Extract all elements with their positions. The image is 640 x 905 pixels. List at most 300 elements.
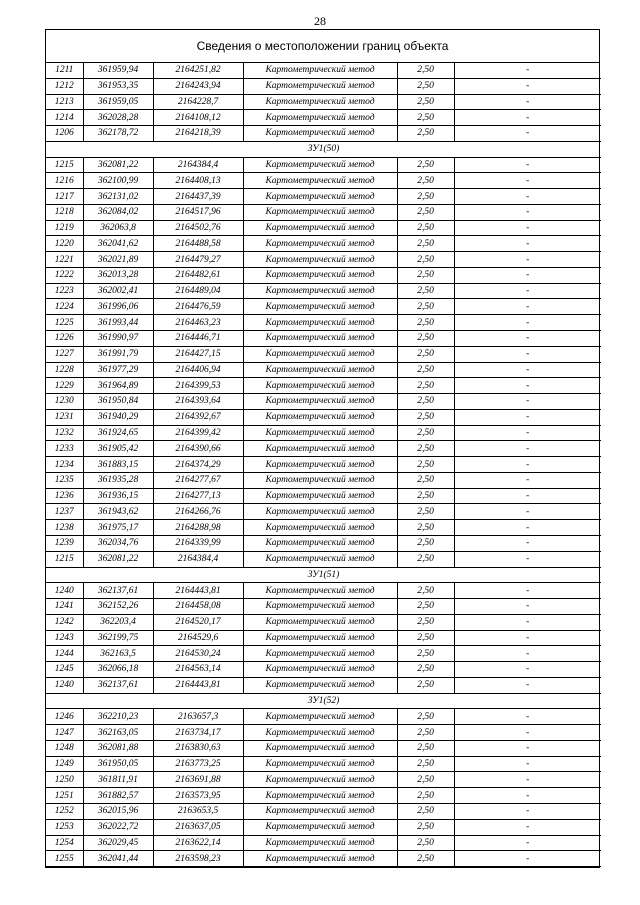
x-coordinate-cell: 362152,26 xyxy=(83,599,153,615)
method-cell: Картометрический метод xyxy=(243,204,397,220)
point-number-cell: 1230 xyxy=(46,394,83,410)
accuracy-cell: 2,50 xyxy=(397,788,454,804)
y-coordinate-cell: 2164277,67 xyxy=(153,472,243,488)
accuracy-cell: 2,50 xyxy=(397,646,454,662)
x-coordinate-cell: 362137,61 xyxy=(83,677,153,693)
table-row xyxy=(46,173,601,189)
y-coordinate-cell: 2164399,53 xyxy=(153,378,243,394)
y-coordinate-cell: 2164228,7 xyxy=(153,94,243,110)
x-coordinate-cell: 361950,05 xyxy=(83,756,153,772)
point-number-cell: 1243 xyxy=(46,630,83,646)
x-coordinate-cell: 362084,02 xyxy=(83,204,153,220)
y-coordinate-cell: 2164488,58 xyxy=(153,236,243,252)
point-number-cell: 1212 xyxy=(46,78,83,94)
table-row xyxy=(46,725,601,741)
y-coordinate-cell: 2164427,15 xyxy=(153,346,243,362)
table-row xyxy=(46,378,601,394)
section-label: ЗУ1(50) xyxy=(46,141,601,157)
y-coordinate-cell: 2163573,95 xyxy=(153,788,243,804)
table-row xyxy=(46,441,601,457)
table-row xyxy=(46,331,601,347)
method-cell: Картометрический метод xyxy=(243,551,397,567)
accuracy-cell: 2,50 xyxy=(397,772,454,788)
point-number-cell: 1215 xyxy=(46,551,83,567)
x-coordinate-cell: 362081,88 xyxy=(83,740,153,756)
table-row xyxy=(46,157,601,173)
description-cell: - xyxy=(454,425,601,441)
section-label: ЗУ1(51) xyxy=(46,567,601,583)
accuracy-cell: 2,50 xyxy=(397,346,454,362)
x-coordinate-cell: 362081,22 xyxy=(83,551,153,567)
y-coordinate-cell: 2163691,88 xyxy=(153,772,243,788)
point-number-cell: 1250 xyxy=(46,772,83,788)
accuracy-cell: 2,50 xyxy=(397,599,454,615)
accuracy-cell: 2,50 xyxy=(397,189,454,205)
method-cell: Картометрический метод xyxy=(243,394,397,410)
y-coordinate-cell: 2164251,82 xyxy=(153,63,243,78)
table-row xyxy=(46,189,601,205)
table-row xyxy=(46,551,601,567)
description-cell: - xyxy=(454,662,601,678)
table-row xyxy=(46,535,601,551)
description-cell: - xyxy=(454,583,601,599)
method-cell: Картометрический метод xyxy=(243,677,397,693)
point-number-cell: 1242 xyxy=(46,614,83,630)
y-coordinate-cell: 2164563,14 xyxy=(153,662,243,678)
y-coordinate-cell: 2164458,08 xyxy=(153,599,243,615)
x-coordinate-cell: 362100,99 xyxy=(83,173,153,189)
accuracy-cell: 2,50 xyxy=(397,851,454,867)
x-coordinate-cell: 362163,05 xyxy=(83,725,153,741)
description-cell: - xyxy=(454,520,601,536)
table-row xyxy=(46,236,601,252)
x-coordinate-cell: 361959,05 xyxy=(83,94,153,110)
description-cell: - xyxy=(454,204,601,220)
description-cell: - xyxy=(454,535,601,551)
description-cell: - xyxy=(454,189,601,205)
method-cell: Картометрический метод xyxy=(243,535,397,551)
table-row xyxy=(46,315,601,331)
point-number-cell: 1241 xyxy=(46,599,83,615)
method-cell: Картометрический метод xyxy=(243,236,397,252)
point-number-cell: 1253 xyxy=(46,819,83,835)
x-coordinate-cell: 362034,76 xyxy=(83,535,153,551)
method-cell: Картометрический метод xyxy=(243,157,397,173)
accuracy-cell: 2,50 xyxy=(397,267,454,283)
point-number-cell: 1206 xyxy=(46,126,83,142)
method-cell: Картометрический метод xyxy=(243,457,397,473)
accuracy-cell: 2,50 xyxy=(397,252,454,268)
y-coordinate-cell: 2164482,61 xyxy=(153,267,243,283)
description-cell: - xyxy=(454,709,601,725)
accuracy-cell: 2,50 xyxy=(397,409,454,425)
accuracy-cell: 2,50 xyxy=(397,488,454,504)
y-coordinate-cell: 2164463,23 xyxy=(153,315,243,331)
x-coordinate-cell: 362015,96 xyxy=(83,803,153,819)
table-row xyxy=(46,78,601,94)
method-cell: Картометрический метод xyxy=(243,504,397,520)
table-row xyxy=(46,788,601,804)
x-coordinate-cell: 362041,44 xyxy=(83,851,153,867)
table-row xyxy=(46,488,601,504)
description-cell: - xyxy=(454,677,601,693)
x-coordinate-cell: 361996,06 xyxy=(83,299,153,315)
description-cell: - xyxy=(454,488,601,504)
table-row xyxy=(46,283,601,299)
method-cell: Картометрический метод xyxy=(243,599,397,615)
description-cell: - xyxy=(454,630,601,646)
y-coordinate-cell: 2164392,67 xyxy=(153,409,243,425)
table-row xyxy=(46,63,601,78)
y-coordinate-cell: 2164384,4 xyxy=(153,551,243,567)
y-coordinate-cell: 2164530,24 xyxy=(153,646,243,662)
point-number-cell: 1226 xyxy=(46,331,83,347)
method-cell: Картометрический метод xyxy=(243,252,397,268)
description-cell: - xyxy=(454,851,601,867)
table-row xyxy=(46,772,601,788)
point-number-cell: 1232 xyxy=(46,425,83,441)
description-cell: - xyxy=(454,173,601,189)
point-number-cell: 1255 xyxy=(46,851,83,867)
point-number-cell: 1223 xyxy=(46,283,83,299)
method-cell: Картометрический метод xyxy=(243,299,397,315)
table-row xyxy=(46,803,601,819)
point-number-cell: 1214 xyxy=(46,110,83,126)
accuracy-cell: 2,50 xyxy=(397,157,454,173)
y-coordinate-cell: 2164489,04 xyxy=(153,283,243,299)
accuracy-cell: 2,50 xyxy=(397,756,454,772)
point-number-cell: 1225 xyxy=(46,315,83,331)
table-row xyxy=(46,630,601,646)
description-cell: - xyxy=(454,394,601,410)
method-cell: Картометрический метод xyxy=(243,614,397,630)
description-cell: - xyxy=(454,803,601,819)
table-row xyxy=(46,457,601,473)
description-cell: - xyxy=(454,346,601,362)
method-cell: Картометрический метод xyxy=(243,94,397,110)
x-coordinate-cell: 362022,72 xyxy=(83,819,153,835)
point-number-cell: 1246 xyxy=(46,709,83,725)
accuracy-cell: 2,50 xyxy=(397,819,454,835)
x-coordinate-cell: 362063,8 xyxy=(83,220,153,236)
method-cell: Картометрический метод xyxy=(243,173,397,189)
x-coordinate-cell: 362081,22 xyxy=(83,157,153,173)
x-coordinate-cell: 361964,89 xyxy=(83,378,153,394)
accuracy-cell: 2,50 xyxy=(397,126,454,142)
point-number-cell: 1231 xyxy=(46,409,83,425)
x-coordinate-cell: 362041,62 xyxy=(83,236,153,252)
y-coordinate-cell: 2164288,98 xyxy=(153,520,243,536)
method-cell: Картометрический метод xyxy=(243,126,397,142)
point-number-cell: 1229 xyxy=(46,378,83,394)
point-number-cell: 1249 xyxy=(46,756,83,772)
point-number-cell: 1217 xyxy=(46,189,83,205)
accuracy-cell: 2,50 xyxy=(397,63,454,78)
point-number-cell: 1252 xyxy=(46,803,83,819)
y-coordinate-cell: 2164399,42 xyxy=(153,425,243,441)
accuracy-cell: 2,50 xyxy=(397,535,454,551)
y-coordinate-cell: 2164374,29 xyxy=(153,457,243,473)
method-cell: Картометрический метод xyxy=(243,220,397,236)
description-cell: - xyxy=(454,551,601,567)
point-number-cell: 1215 xyxy=(46,157,83,173)
description-cell: - xyxy=(454,283,601,299)
method-cell: Картометрический метод xyxy=(243,709,397,725)
table-row xyxy=(46,394,601,410)
y-coordinate-cell: 2164108,12 xyxy=(153,110,243,126)
table-row xyxy=(46,835,601,851)
y-coordinate-cell: 2164443,81 xyxy=(153,583,243,599)
y-coordinate-cell: 2164384,4 xyxy=(153,157,243,173)
point-number-cell: 1221 xyxy=(46,252,83,268)
y-coordinate-cell: 2164446,71 xyxy=(153,331,243,347)
x-coordinate-cell: 362002,41 xyxy=(83,283,153,299)
accuracy-cell: 2,50 xyxy=(397,677,454,693)
x-coordinate-cell: 361936,15 xyxy=(83,488,153,504)
y-coordinate-cell: 2163830,63 xyxy=(153,740,243,756)
y-coordinate-cell: 2164517,96 xyxy=(153,204,243,220)
table-row xyxy=(46,520,601,536)
y-coordinate-cell: 2163653,5 xyxy=(153,803,243,819)
method-cell: Картометрический метод xyxy=(243,441,397,457)
accuracy-cell: 2,50 xyxy=(397,78,454,94)
method-cell: Картометрический метод xyxy=(243,110,397,126)
description-cell: - xyxy=(454,835,601,851)
accuracy-cell: 2,50 xyxy=(397,94,454,110)
table-row xyxy=(46,583,601,599)
section-header-row xyxy=(46,141,601,157)
table-row xyxy=(46,819,601,835)
method-cell: Картометрический метод xyxy=(243,772,397,788)
method-cell: Картометрический метод xyxy=(243,756,397,772)
table-row xyxy=(46,346,601,362)
y-coordinate-cell: 2164266,76 xyxy=(153,504,243,520)
point-number-cell: 1240 xyxy=(46,583,83,599)
method-cell: Картометрический метод xyxy=(243,835,397,851)
x-coordinate-cell: 362178,72 xyxy=(83,126,153,142)
accuracy-cell: 2,50 xyxy=(397,457,454,473)
accuracy-cell: 2,50 xyxy=(397,173,454,189)
y-coordinate-cell: 2163637,05 xyxy=(153,819,243,835)
method-cell: Картометрический метод xyxy=(243,331,397,347)
point-number-cell: 1251 xyxy=(46,788,83,804)
table-row xyxy=(46,110,601,126)
point-number-cell: 1222 xyxy=(46,267,83,283)
method-cell: Картометрический метод xyxy=(243,662,397,678)
method-cell: Картометрический метод xyxy=(243,362,397,378)
accuracy-cell: 2,50 xyxy=(397,551,454,567)
method-cell: Картометрический метод xyxy=(243,315,397,331)
accuracy-cell: 2,50 xyxy=(397,299,454,315)
accuracy-cell: 2,50 xyxy=(397,472,454,488)
y-coordinate-cell: 2164339,99 xyxy=(153,535,243,551)
table-row xyxy=(46,252,601,268)
y-coordinate-cell: 2164277,13 xyxy=(153,488,243,504)
table-row xyxy=(46,472,601,488)
x-coordinate-cell: 362028,28 xyxy=(83,110,153,126)
description-cell: - xyxy=(454,614,601,630)
method-cell: Картометрический метод xyxy=(243,78,397,94)
x-coordinate-cell: 361905,42 xyxy=(83,441,153,457)
method-cell: Картометрический метод xyxy=(243,378,397,394)
coordinates-table-body xyxy=(46,63,601,867)
y-coordinate-cell: 2163598,23 xyxy=(153,851,243,867)
point-number-cell: 1254 xyxy=(46,835,83,851)
table-row xyxy=(46,267,601,283)
y-coordinate-cell: 2164520,17 xyxy=(153,614,243,630)
table-row xyxy=(46,646,601,662)
point-number-cell: 1248 xyxy=(46,740,83,756)
point-number-cell: 1233 xyxy=(46,441,83,457)
y-coordinate-cell: 2164502,76 xyxy=(153,220,243,236)
accuracy-cell: 2,50 xyxy=(397,315,454,331)
method-cell: Картометрический метод xyxy=(243,583,397,599)
x-coordinate-cell: 361811,91 xyxy=(83,772,153,788)
point-number-cell: 1213 xyxy=(46,94,83,110)
y-coordinate-cell: 2163622,14 xyxy=(153,835,243,851)
x-coordinate-cell: 362013,28 xyxy=(83,267,153,283)
x-coordinate-cell: 361991,79 xyxy=(83,346,153,362)
point-number-cell: 1227 xyxy=(46,346,83,362)
method-cell: Картометрический метод xyxy=(243,851,397,867)
accuracy-cell: 2,50 xyxy=(397,331,454,347)
point-number-cell: 1240 xyxy=(46,677,83,693)
method-cell: Картометрический метод xyxy=(243,630,397,646)
description-cell: - xyxy=(454,252,601,268)
x-coordinate-cell: 361935,28 xyxy=(83,472,153,488)
table-row xyxy=(46,756,601,772)
description-cell: - xyxy=(454,819,601,835)
accuracy-cell: 2,50 xyxy=(397,725,454,741)
x-coordinate-cell: 362021,89 xyxy=(83,252,153,268)
sheet-title: Сведения о местоположении границ объекта xyxy=(46,30,599,63)
x-coordinate-cell: 362137,61 xyxy=(83,583,153,599)
accuracy-cell: 2,50 xyxy=(397,740,454,756)
description-cell: - xyxy=(454,646,601,662)
point-number-cell: 1245 xyxy=(46,662,83,678)
method-cell: Картометрический метод xyxy=(243,646,397,662)
point-number-cell: 1218 xyxy=(46,204,83,220)
y-coordinate-cell: 2164243,94 xyxy=(153,78,243,94)
method-cell: Картометрический метод xyxy=(243,788,397,804)
description-cell: - xyxy=(454,788,601,804)
section-header-row xyxy=(46,567,601,583)
y-coordinate-cell: 2164390,66 xyxy=(153,441,243,457)
point-number-cell: 1228 xyxy=(46,362,83,378)
y-coordinate-cell: 2164529,6 xyxy=(153,630,243,646)
description-cell: - xyxy=(454,94,601,110)
x-coordinate-cell: 361882,57 xyxy=(83,788,153,804)
description-cell: - xyxy=(454,472,601,488)
y-coordinate-cell: 2164476,59 xyxy=(153,299,243,315)
description-cell: - xyxy=(454,457,601,473)
table-row xyxy=(46,851,601,867)
x-coordinate-cell: 361943,62 xyxy=(83,504,153,520)
table-row xyxy=(46,409,601,425)
table-row xyxy=(46,94,601,110)
description-cell: - xyxy=(454,110,601,126)
accuracy-cell: 2,50 xyxy=(397,204,454,220)
description-cell: - xyxy=(454,409,601,425)
description-cell: - xyxy=(454,599,601,615)
x-coordinate-cell: 361950,84 xyxy=(83,394,153,410)
point-number-cell: 1220 xyxy=(46,236,83,252)
accuracy-cell: 2,50 xyxy=(397,378,454,394)
accuracy-cell: 2,50 xyxy=(397,709,454,725)
table-row xyxy=(46,614,601,630)
description-cell: - xyxy=(454,63,601,78)
description-cell: - xyxy=(454,725,601,741)
accuracy-cell: 2,50 xyxy=(397,283,454,299)
x-coordinate-cell: 361940,29 xyxy=(83,409,153,425)
section-header-row xyxy=(46,693,601,709)
x-coordinate-cell: 362066,18 xyxy=(83,662,153,678)
x-coordinate-cell: 361993,44 xyxy=(83,315,153,331)
point-number-cell: 1219 xyxy=(46,220,83,236)
method-cell: Картометрический метод xyxy=(243,63,397,78)
table-row xyxy=(46,362,601,378)
accuracy-cell: 2,50 xyxy=(397,504,454,520)
y-coordinate-cell: 2164408,13 xyxy=(153,173,243,189)
method-cell: Картометрический метод xyxy=(243,346,397,362)
section-label: ЗУ1(52) xyxy=(46,693,601,709)
accuracy-cell: 2,50 xyxy=(397,614,454,630)
x-coordinate-cell: 362131,02 xyxy=(83,189,153,205)
accuracy-cell: 2,50 xyxy=(397,236,454,252)
accuracy-cell: 2,50 xyxy=(397,441,454,457)
method-cell: Картометрический метод xyxy=(243,520,397,536)
description-cell: - xyxy=(454,504,601,520)
point-number-cell: 1235 xyxy=(46,472,83,488)
accuracy-cell: 2,50 xyxy=(397,803,454,819)
accuracy-cell: 2,50 xyxy=(397,425,454,441)
table-row xyxy=(46,662,601,678)
accuracy-cell: 2,50 xyxy=(397,520,454,536)
accuracy-cell: 2,50 xyxy=(397,583,454,599)
table-row xyxy=(46,204,601,220)
accuracy-cell: 2,50 xyxy=(397,110,454,126)
description-cell: - xyxy=(454,772,601,788)
point-number-cell: 1244 xyxy=(46,646,83,662)
x-coordinate-cell: 361977,29 xyxy=(83,362,153,378)
description-cell: - xyxy=(454,378,601,394)
x-coordinate-cell: 362029,45 xyxy=(83,835,153,851)
point-number-cell: 1224 xyxy=(46,299,83,315)
y-coordinate-cell: 2164479,27 xyxy=(153,252,243,268)
x-coordinate-cell: 361990,97 xyxy=(83,331,153,347)
description-cell: - xyxy=(454,126,601,142)
coordinates-sheet xyxy=(45,29,600,868)
table-row xyxy=(46,220,601,236)
page-number: 28 xyxy=(314,14,326,28)
x-coordinate-cell: 361953,35 xyxy=(83,78,153,94)
point-number-cell: 1238 xyxy=(46,520,83,536)
method-cell: Картометрический метод xyxy=(243,740,397,756)
method-cell: Картометрический метод xyxy=(243,472,397,488)
description-cell: - xyxy=(454,362,601,378)
y-coordinate-cell: 2163734,17 xyxy=(153,725,243,741)
description-cell: - xyxy=(454,441,601,457)
table-row xyxy=(46,709,601,725)
table-row xyxy=(46,425,601,441)
accuracy-cell: 2,50 xyxy=(397,835,454,851)
table-row xyxy=(46,677,601,693)
point-number-cell: 1247 xyxy=(46,725,83,741)
point-number-cell: 1239 xyxy=(46,535,83,551)
x-coordinate-cell: 361975,17 xyxy=(83,520,153,536)
point-number-cell: 1236 xyxy=(46,488,83,504)
table-row xyxy=(46,126,601,142)
